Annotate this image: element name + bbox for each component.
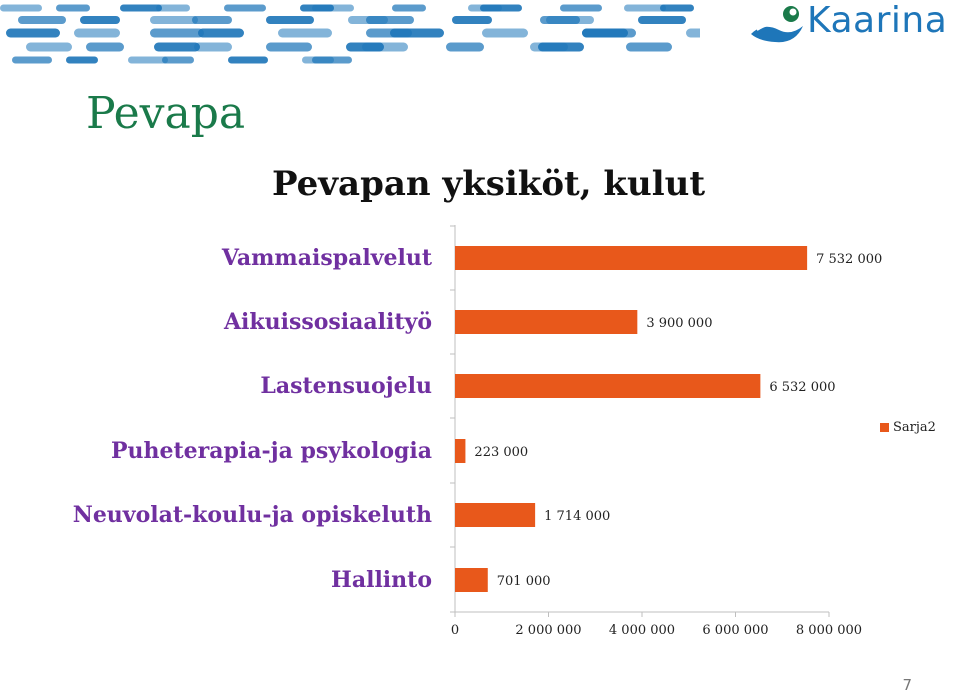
chart-axis xyxy=(450,225,829,617)
bar xyxy=(455,310,637,334)
chart-bars xyxy=(455,246,807,592)
category-label: Puheterapia-ja psykologia xyxy=(110,438,432,464)
category-label: Hallinto xyxy=(331,567,432,593)
slide-title: Pevapa xyxy=(86,88,246,139)
chart-legend xyxy=(880,420,936,435)
category-label: Aikuissosiaalityö xyxy=(223,309,432,335)
legend-swatch xyxy=(880,423,889,432)
data-label: 1 714 000 xyxy=(544,509,611,524)
data-label: 7 532 000 xyxy=(816,252,883,267)
data-labels xyxy=(474,252,882,589)
bar xyxy=(455,503,535,527)
legend-label: Sarja2 xyxy=(893,420,936,435)
x-tick-label: 6 000 000 xyxy=(702,623,769,638)
category-label: Neuvolat-koulu-ja opiskeluth xyxy=(72,502,432,528)
x-tick-label: 2 000 000 xyxy=(515,623,582,638)
chart-title: Pevapan yksiköt, kulut xyxy=(272,164,706,204)
bar xyxy=(455,374,760,398)
data-label: 701 000 xyxy=(496,574,551,589)
logo-text: Kaarina xyxy=(807,0,948,41)
data-label: 6 532 000 xyxy=(769,380,836,395)
data-label: 3 900 000 xyxy=(646,316,713,331)
category-labels xyxy=(73,245,433,593)
category-label: Vammaispalvelut xyxy=(221,245,432,271)
x-tick-label: 4 000 000 xyxy=(608,623,676,638)
data-label: 223 000 xyxy=(474,445,529,460)
x-tick-label: 0 xyxy=(450,623,460,638)
bar xyxy=(455,568,488,592)
page-number: 7 xyxy=(902,676,912,694)
bar xyxy=(455,246,807,270)
bar xyxy=(455,439,465,463)
category-label: Lastensuojelu xyxy=(260,373,432,399)
x-tick-labels xyxy=(451,623,862,638)
x-tick-label: 8 000 000 xyxy=(795,623,863,638)
